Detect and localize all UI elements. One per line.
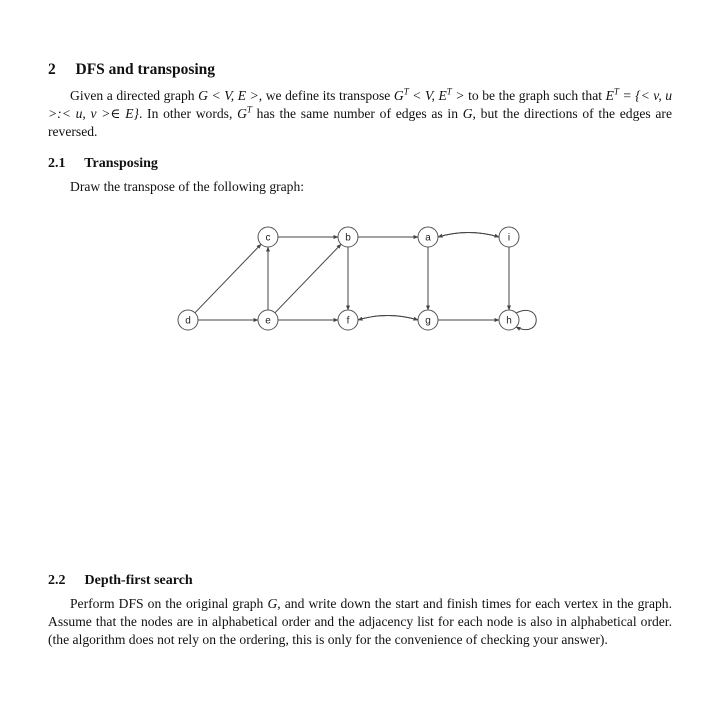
node-a [418, 227, 438, 247]
math-ve: V, E [224, 88, 247, 103]
math-g-transpose: G [393, 88, 404, 103]
node-f [338, 310, 358, 330]
node-label: c [265, 232, 271, 244]
node-label: g [425, 315, 431, 327]
para-text: has the same number of edges as in [256, 106, 458, 121]
node-d [178, 310, 198, 330]
node-g [418, 310, 438, 330]
section-2-2-number: 2.2 [48, 573, 66, 588]
para-text: to be the graph such that [468, 88, 603, 103]
math-sup-t: T [613, 86, 619, 97]
node-i [499, 227, 519, 247]
edge-i-to-a [438, 233, 499, 238]
section-2-1-title: Transposing [84, 156, 158, 171]
node-h [499, 310, 519, 330]
node-label: h [506, 315, 512, 327]
node-c [258, 227, 278, 247]
math-vet: V, E [425, 88, 447, 103]
edge-d-to-c [195, 244, 261, 313]
node-label: b [345, 232, 351, 244]
math-sup-t: T [403, 86, 409, 97]
math-g: G [198, 88, 208, 103]
math-sup-t: T [446, 86, 452, 97]
math-g: G [462, 106, 473, 121]
para-text: , and write down the start and finish times for each vertex in the graph. Assume that the nodes are in alphabetical order and the adjacency list for each node is also in alphabetical order. (the algorithm does not rely on the ordering, this is only for the convenience of checking your answer). [48, 596, 672, 647]
math-g-transpose: G [237, 106, 247, 121]
edge-e-to-b [275, 244, 341, 313]
para-text: Given a directed graph [70, 88, 195, 103]
section-2-2-heading [48, 573, 193, 589]
edge-g-to-f [358, 316, 418, 321]
math-sup-t: T [246, 104, 252, 115]
math-e-transpose: E [605, 88, 614, 103]
node-label: i [507, 232, 511, 244]
section-2-2-title: Depth-first search [84, 573, 193, 588]
node-label: f [346, 315, 350, 327]
node-label: a [425, 232, 431, 244]
edges-layer [195, 233, 536, 330]
para-text: . In other words, [138, 106, 233, 121]
para-text: Perform DFS on the original graph [70, 596, 264, 611]
section-2-number: 2 [48, 61, 56, 78]
math-gt: > [455, 88, 465, 103]
math-gt: > [249, 88, 259, 103]
section-2-1-instruction: Draw the transpose of the following graph: [70, 179, 305, 194]
para-text: , but the directions of the edges are reversed. [48, 106, 672, 139]
node-label: e [265, 315, 271, 327]
para-text: , we define its transpose [258, 88, 391, 103]
math-lt: < [211, 88, 221, 103]
section-2-title: DFS and transposing [75, 61, 216, 78]
node-label: d [185, 315, 191, 327]
math-set-definition: = {< v, u >:< u, v >∈ E} [48, 88, 673, 121]
node-b [338, 227, 358, 247]
math-lt: < [412, 88, 422, 103]
math-g: G [267, 596, 278, 611]
section-2-2-paragraph [48, 595, 672, 649]
section-2-1-number: 2.1 [48, 156, 66, 171]
node-e [258, 310, 278, 330]
